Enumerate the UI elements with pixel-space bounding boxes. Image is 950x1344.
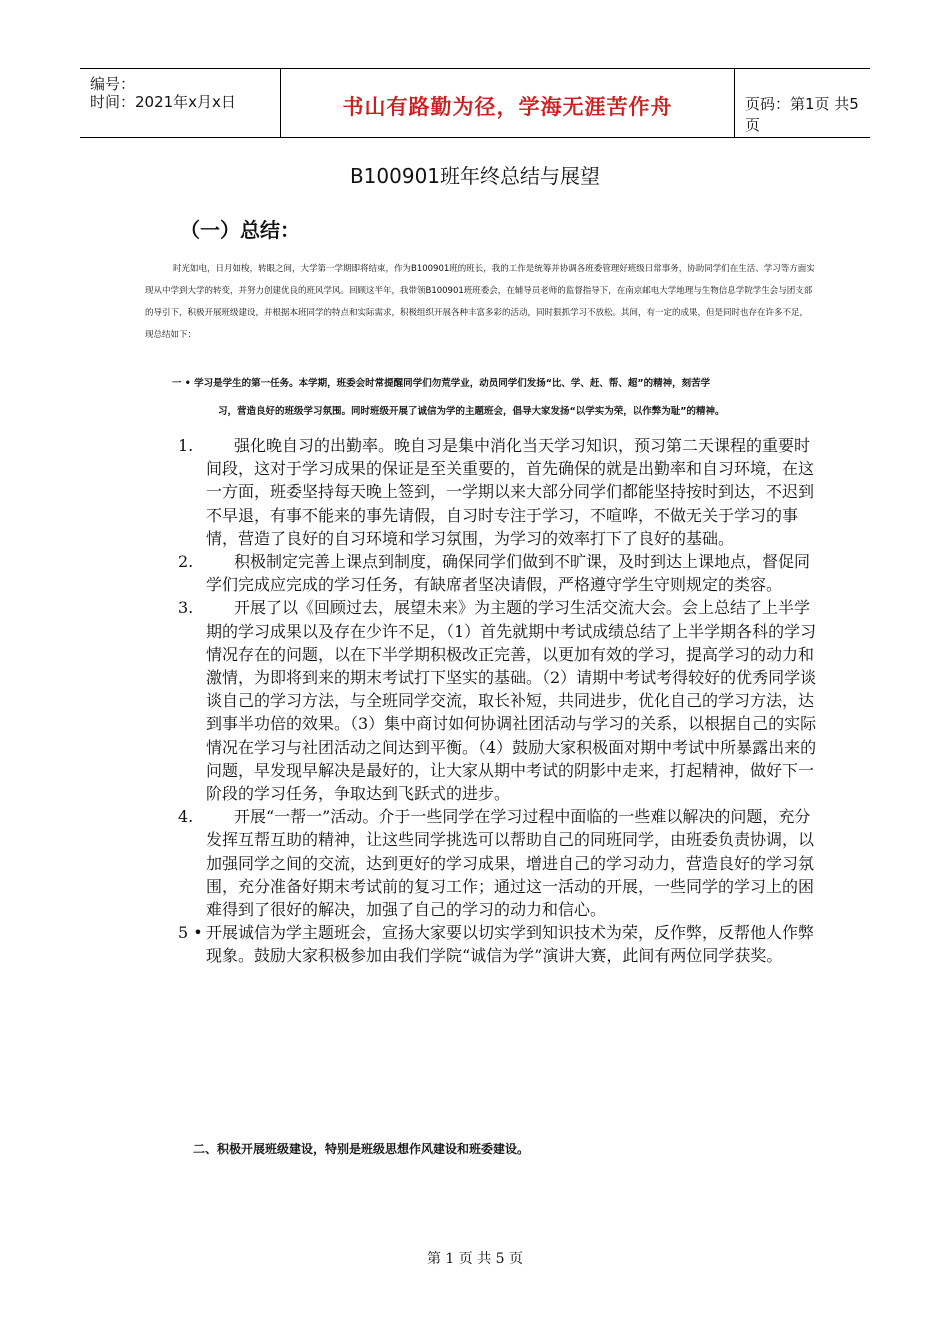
list-item-number: 4.: [178, 807, 194, 827]
list-item-number: 5 •: [178, 923, 203, 943]
list-item: [172, 596, 822, 805]
page-footer: 第 1 页 共 5 页: [426, 1251, 524, 1267]
motto: 书山有路勤为径，学海无涯苦作舟: [342, 95, 673, 119]
list-item-text: 强化晚自习的出勤率。晚自习是集中消化当天学习知识，预习第二天课程的重要时间段，这对于学习成果的保证是至关重要的，首先确保的就是出勤率和自习环境，在这一方面，班委坚持每天晚上签到，一学期以来大部分同学们都能坚持按时到达，不迟到不早退，有事不能来的事先请假，自习时专注于学习，不喧哗，不做无关于学习的事情，营造了良好的自习环境和学习氛围，为学习的效率打下了良好的基础。: [206, 436, 815, 548]
list-item: [172, 550, 822, 596]
list-item-text: 开展了以《回顾过去，展望未来》为主题的学习生活交流大会。会上总结了上半学期的学习成果以及存在少许不足，（1）首先就期中考试成绩总结了上半学期各科的学习情况存在的问题，以在下半学期积极改正完善，以更加有效的学习，提高学习的动力和激情，为即将到来的期末考试打下坚实的基础。（2）请期中考试考得较好的优秀同学谈谈自己的学习方法，与全班同学交流，取长补短，共同进步，优化自己的学习方法，达到事半功倍的效果。（3）集中商讨如何协调社团活动与学习的关系，以根据自己的实际情况在学习与社团活动之间达到平衡。（4）鼓励大家积极面对期中考试中所暴露出来的问题，早发现早解决是最好的，让大家从期中考试的阴影中走来，打起精神，做好下一阶段的学习任务，争取达到飞跃式的进步。: [206, 598, 817, 804]
code-label: 编号：: [90, 75, 136, 93]
section-one-line2: 习，营造良好的班级学习氛围。同时班级开展了诚信为学的主题班会，倡导大家发扬“以学实为荣，以作弊为耻”的精神。: [218, 406, 725, 417]
list-item-text: 开展“一帮一”活动。介于一些同学在学习过程中面临的一些难以解决的问题，充分发挥互帮互助的精神，让这些同学挑选可以帮助自己的同班同学，由班委负责协调，以加强同学之间的交流，达到更好的学习成果，增进自己的学习动力，营造良好的学习氛围，充分准备好期末考试前的复习工作；通过这一活动的开展，一些同学的学习上的困难得到了很好的解决，加强了自己的学习的动力和信心。: [206, 807, 815, 920]
list-item: [172, 921, 822, 967]
header-motto-cell: [280, 69, 735, 137]
section-one-heading: [172, 370, 822, 426]
list-item-number: 2.: [178, 552, 194, 572]
section-two-heading: 二、积极开展班级建设，特别是班级思想作风建设和班委建设。: [193, 1142, 530, 1156]
header-page-info: 页码：第1页 共5页: [745, 95, 859, 134]
list-item: [172, 805, 822, 921]
list-item-number: 3.: [178, 598, 194, 618]
list-item-text: 积极制定完善上课点到制度，确保同学们做到不旷课，及时到达上课地点，督促同学们完成应完成的学习任务，有缺席者坚决请假，严格遵守学生守则规定的类容。: [206, 552, 811, 595]
header-meta: [80, 69, 280, 137]
numbered-list: [172, 434, 822, 968]
section-heading-summary: （一）总结：: [180, 218, 300, 242]
date-label: 时间：2021年x月x日: [90, 93, 236, 111]
list-item-number: 1.: [178, 436, 194, 455]
list-item-text: 开展诚信为学主题班会，宣扬大家要以切实学到知识技术为荣，反作弊，反帮他人作弊现象。鼓励大家积极参加由我们学院“诚信为学”演讲大赛，此间有两位同学获奖。: [206, 923, 815, 966]
section-one-line1: 一 • 学习是学生的第一任务。本学期，班委会时常提醒同学们勿荒学业，动员同学们发扬“比、学、赶、帮、超”的精神，刻苦学: [172, 378, 711, 389]
list-item: [172, 434, 822, 550]
document-title: B100901班年终总结与展望: [349, 164, 601, 188]
intro-paragraph: 时光如电，日月如梭，转眼之间，大学第一学期即将结束，作为B100901班的班长，我的工作是统筹并协调各班委管理好班级日常事务，协助同学们在生活、学习等方面实现从中学到大学的转变，并努力创建优良的班风学风。回顾这半年，我带领B100901班班委会，在辅导员老师的监督指导下，在南京邮电大学地理与生物信息学院学生会与团支部的导引下，积极开展班级建设，并根据本班同学的特点和实际需求，积极组织开展各种丰富多彩的活动，同时狠抓学习不放松。其间，有一定的成果，但是同时也存在许多不足，现总结如下：: [145, 264, 815, 340]
document-header: [80, 68, 870, 138]
